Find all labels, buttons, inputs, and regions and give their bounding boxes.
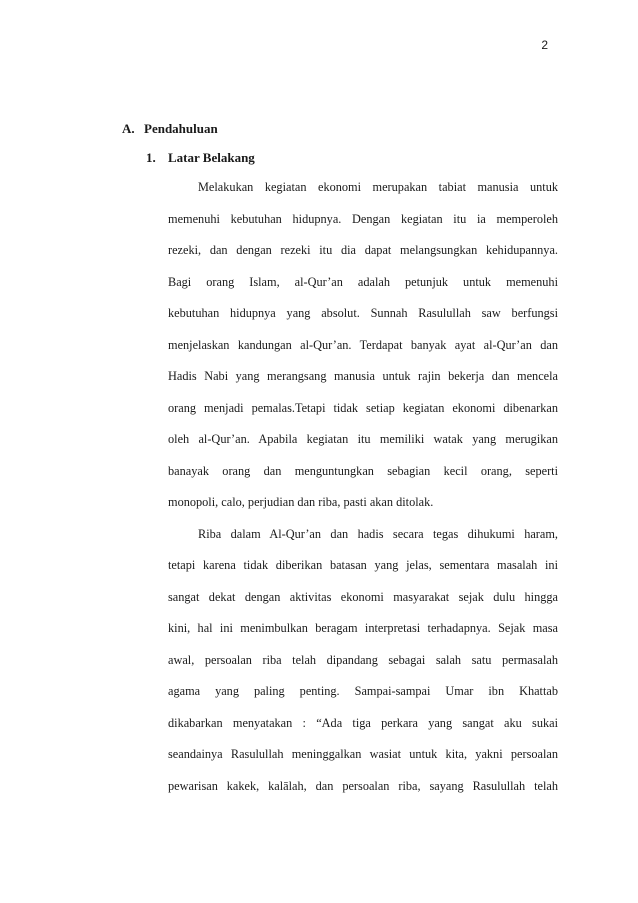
paragraph-line: Melakukan kegiatan ekonomi merupakan tabiat manusia untuk: [198, 180, 558, 194]
paragraph-line: tetapi karena tidak diberikan batasan yang jelas, sementara masalah ini: [168, 558, 558, 572]
paragraph-1: [168, 172, 558, 519]
paragraph-line: oleh al-Qur’an. Apabila kegiatan itu memiliki watak yang merugikan: [168, 432, 558, 446]
paragraph-line: kebutuhan hidupnya yang absolut. Sunnah Rasulullah saw berfungsi: [168, 306, 558, 320]
paragraph-line: seandainya Rasulullah meninggalkan wasiat untuk kita, yakni persoalan: [168, 747, 558, 761]
paragraph-line: monopoli, calo, perjudian dan riba, pasti akan ditolak.: [168, 495, 434, 509]
paragraph-line: menjelaskan kandungan al-Qur’an. Terdapat banyak ayat al-Qur’an dan: [168, 337, 558, 352]
paragraph-line: Riba dalam Al-Qur’an dan hadis secara tegas dihukumi haram,: [198, 526, 558, 541]
paragraph-line: Bagi orang Islam, al-Qur’an adalah petunjuk untuk memenuhi: [168, 274, 558, 289]
paragraph-line: rezeki, dan dengan rezeki itu dia dapat melangsungkan kehidupannya.: [168, 243, 558, 257]
subsection-number: 1.: [146, 150, 156, 165]
section-heading: [122, 121, 218, 137]
section-title: Pendahuluan: [144, 121, 218, 136]
paragraph-line: orang menjadi pemalas.Tetapi tidak setiap kegiatan ekonomi dibenarkan: [168, 400, 558, 415]
section-number: A.: [122, 121, 135, 136]
paragraph-line: dikabarkan menyatakan : “Ada tiga perkara yang sangat aku sukai: [168, 715, 558, 730]
paragraph-line: Hadis Nabi yang merangsang manusia untuk rajin bekerja dan mencela: [168, 369, 558, 383]
paragraph-line: agama yang paling penting. Sampai-sampai Umar ibn Khattab: [168, 684, 558, 698]
paragraph-line: kini, hal ini menimbulkan beragam interpretasi terhadapnya. Sejak masa: [168, 621, 558, 635]
paragraph-line: pewarisan kakek, kalālah, dan persoalan riba, sayang Rasulullah telah: [168, 778, 558, 793]
body-text: [168, 172, 558, 802]
page-number: 2: [541, 38, 548, 52]
subsection-title: Latar Belakang: [168, 150, 255, 165]
paragraph-2: [168, 519, 558, 803]
paragraph-line: sangat dekat dengan aktivitas ekonomi masyarakat sejak dulu hingga: [168, 589, 558, 604]
paragraph-line: memenuhi kebutuhan hidupnya. Dengan kegiatan itu ia memperoleh: [168, 211, 558, 226]
subsection-heading: [146, 150, 255, 166]
paragraph-line: awal, persoalan riba telah dipandang sebagai salah satu permasalah: [168, 652, 558, 667]
paragraph-line: banayak orang dan menguntungkan sebagian kecil orang, seperti: [168, 463, 558, 478]
